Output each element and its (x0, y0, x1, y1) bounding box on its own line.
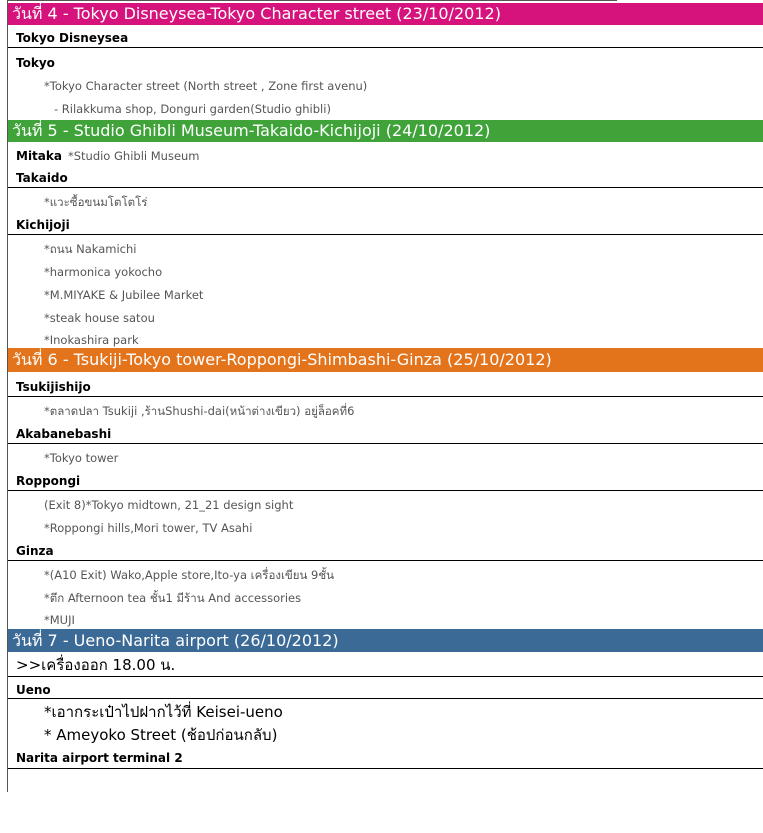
day5-item-totoro: *แวะซื้อขนมโตโตโร่ (44, 195, 148, 209)
day7-place-narita: Narita airport terminal 2 (16, 751, 183, 765)
day4-place-tokyo: Tokyo (16, 56, 55, 70)
day6-place-akabanebashi: Akabanebashi (8, 424, 763, 444)
day7-place-ueno: Ueno (8, 680, 763, 699)
day4-place-disneysea: Tokyo Disneysea (8, 29, 763, 48)
day4-item-shops: - Rilakkuma shop, Donguri garden(Studio ghibli) (54, 102, 331, 116)
day6-item-roppongi-hills: *Roppongi hills,Mori tower, TV Asahi (44, 521, 253, 535)
day6-header: วันที่ 6 - Tsukiji-Tokyo tower-Roppongi-Shimbashi-Ginza (25/10/2012) (8, 348, 763, 372)
day6-item-tsukiji-market: *ตลาดปลา Tsukiji ,ร้านShushi-dai(หน้าต่างเขียว) อยู่ล็อคที่6 (44, 404, 355, 418)
day4-item-character-street: *Tokyo Character street (North street , Zone first avenu) (44, 79, 368, 93)
day6-item-muji: *MUJI (44, 613, 75, 627)
day6-item-midtown: (Exit 8)*Tokyo midtown, 21_21 design sight (44, 498, 294, 512)
day6-place-tsukijishijo: Tsukijishijo (8, 376, 763, 397)
day7-flight-time: >>เครื่องออก 18.00 น. (8, 653, 763, 677)
bottom-rule (8, 768, 763, 769)
itinerary-sheet (7, 0, 763, 792)
day5-place-mitaka (8, 145, 763, 167)
list-item: *ถนน Nakamichi (44, 242, 137, 256)
list-item: *Inokashira park (44, 333, 139, 347)
day4-header: วันที่ 4 - Tokyo Disneysea-Tokyo Character street (23/10/2012) (8, 3, 763, 25)
list-item: *steak house satou (44, 311, 155, 325)
day7-item-keisei: *เอากระเป๋าไปฝากไว้ที่ Keisei-ueno (44, 703, 283, 721)
day5-place-mitaka-label: Mitaka (16, 149, 62, 163)
list-item: *M.MIYAKE & Jubilee Market (44, 288, 204, 302)
day5-place-kichijoji: Kichijoji (8, 214, 763, 235)
day5-mitaka-note: *Studio Ghibli Museum (67, 149, 200, 163)
day5-header: วันที่ 5 - Studio Ghibli Museum-Takaido-Kichijoji (24/10/2012) (8, 120, 763, 142)
day6-item-tokyo-tower: *Tokyo tower (44, 451, 119, 465)
day7-header: วันที่ 7 - Ueno-Narita airport (26/10/2012) (8, 629, 763, 652)
day7-item-ameyoko: * Ameyoko Street (ช้อปก่อนกลับ) (44, 726, 278, 744)
list-item: *harmonica yokocho (44, 265, 163, 279)
day6-item-wako: *(A10 Exit) Wako,Apple store,Ito-ya เครื่องเขียน 9ชั้น (44, 568, 335, 582)
day6-place-roppongi: Roppongi (8, 471, 763, 491)
day6-item-afternoon-tea: *ตึก Afternoon tea ชั้น1 มีร้าน And accessories (44, 591, 302, 605)
day6-place-ginza: Ginza (8, 540, 763, 561)
day5-place-takaido: Takaido (8, 167, 763, 188)
